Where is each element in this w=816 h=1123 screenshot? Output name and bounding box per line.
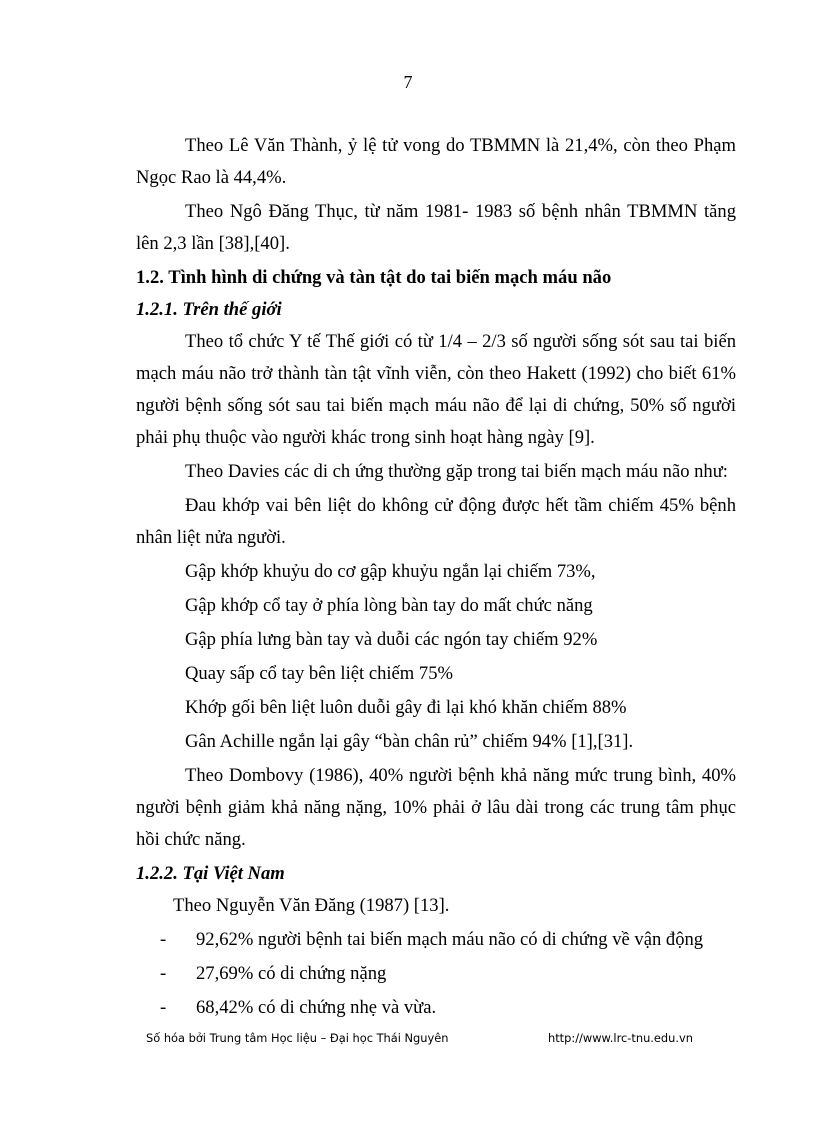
document-body (136, 130, 736, 1026)
vietnam-dash-list (136, 924, 736, 1024)
footer-url-link[interactable]: http://www.lrc-tnu.edu.vn (548, 1031, 693, 1045)
intro-paragraph-2: Theo Ngô Đăng Thục, từ năm 1981- 1983 số bệnh nhân TBMMN tăng lên 2,3 lần [38],[40]. (136, 201, 736, 254)
complication-item: Quay sấp cổ tay bên liệt chiếm 75% (185, 663, 453, 684)
list-item (136, 958, 736, 990)
list-item (136, 924, 736, 956)
complication-item: Gập khớp khuỷu do cơ gập khuỷu ngắn lại chiếm 73%, (185, 561, 596, 582)
list-item-text: 27,69% có di chứng nặng (196, 963, 387, 984)
dash-bullet: - (160, 997, 167, 1018)
vietnam-intro: Theo Nguyễn Văn Đăng (1987) [13]. (173, 895, 450, 916)
subsection-heading-world: 1.2.1. Trên thế giới (136, 299, 282, 320)
list-item-text: 92,62% người bệnh tai biến mạch máu não có di chứng về vận động (196, 929, 704, 950)
list-item (136, 992, 736, 1024)
world-closing-paragraph: Theo Dombovy (1986), 40% người bệnh khả năng mức trung bình, 40% người bệnh giảm khả năng nặng, 10% phải ở lâu dài trong các trung tâm phục hồi chức năng. (136, 765, 736, 850)
complication-item: Gập khớp cổ tay ở phía lòng bàn tay do mất chức năng (185, 595, 593, 616)
section-heading: 1.2. Tình hình di chứng và tàn tật do tai biến mạch máu não (136, 267, 612, 288)
complication-item: Gập phía lưng bàn tay và duỗi các ngón tay chiếm 92% (185, 629, 598, 650)
complication-item: Gân Achille ngắn lại gây “bàn chân rủ” chiếm 94% [1],[31]. (185, 731, 634, 752)
complication-item: Khớp gối bên liệt luôn duỗi gây đi lại khó khăn chiếm 88% (185, 697, 627, 718)
page-number: 7 (403, 72, 413, 92)
subsection-heading-vietnam: 1.2.2. Tại Việt Nam (136, 863, 285, 884)
world-paragraph-3: Đau khớp vai bên liệt do không cử động được hết tầm chiếm 45% bệnh nhân liệt nửa người. (136, 495, 736, 548)
footer-source: Số hóa bởi Trung tâm Học liệu – Đại học Thái Nguyên (146, 1031, 449, 1045)
list-item-text: 68,42% có di chứng nhẹ và vừa. (196, 997, 437, 1018)
intro-paragraph-1: Theo Lê Văn Thành, ỷ lệ tử vong do TBMMN là 21,4%, còn theo Phạm Ngọc Rao là 44,4%. (136, 135, 736, 188)
world-paragraph-1: Theo tổ chức Y tế Thế giới có từ 1/4 – 2/3 số người sống sót sau tai biến mạch máu não trở thành tàn tật vĩnh viễn, còn theo Hakett (1992) cho biết 61% người bệnh sống sót sau tai biến mạch máu não để lại di chứng, 50% số người phải phụ thuộc vào người khác trong sinh hoạt hàng ngày [9]. (136, 331, 736, 448)
dash-bullet: - (160, 963, 167, 984)
world-paragraph-2: Theo Davies các di ch ứng thường gặp trong tai biến mạch máu não như: (185, 461, 728, 482)
dash-bullet: - (160, 929, 167, 950)
